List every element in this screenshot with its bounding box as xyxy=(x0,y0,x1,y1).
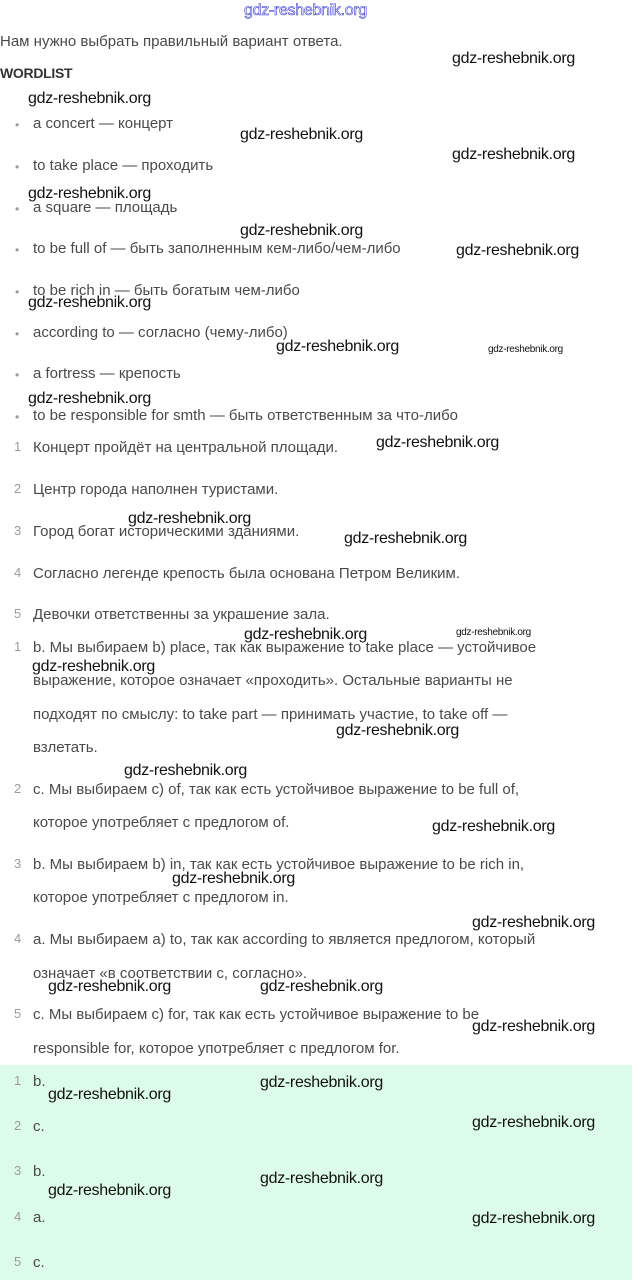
wordlist-item: to be rich in — быть богатым чем-либо xyxy=(33,282,300,299)
item-number: 3 xyxy=(14,1163,22,1178)
explanation-line: responsible for, которое употребляет с предлогом for. xyxy=(33,1040,400,1057)
watermark: gdz-reshebnik.org xyxy=(128,510,251,527)
intro-text: Нам нужно выбрать правильный вариант ответа. xyxy=(0,33,343,50)
wordlist-item: a concert — концерт xyxy=(33,115,174,132)
sentence: Девочки ответственны за украшение зала. xyxy=(33,606,330,623)
watermark: gdz-reshebnik.org xyxy=(452,146,575,163)
item-number: 3 xyxy=(14,856,22,871)
watermark: gdz-reshebnik.org xyxy=(456,627,531,638)
item-number: 5 xyxy=(14,1254,22,1269)
item-number: 2 xyxy=(14,481,22,496)
item-number: 2 xyxy=(14,781,22,796)
watermark: gdz-reshebnik.org xyxy=(260,978,383,995)
watermark: gdz-reshebnik.org xyxy=(244,626,367,643)
item-number: 4 xyxy=(14,565,22,580)
watermark: gdz-reshebnik.org xyxy=(452,50,575,67)
watermark: gdz-reshebnik.org xyxy=(240,126,363,143)
wordlist-item: to take place — проходить xyxy=(33,157,214,174)
bullet-icon: • xyxy=(15,285,20,299)
watermark: gdz-reshebnik.org xyxy=(376,434,499,451)
item-number: 1 xyxy=(14,439,22,454)
item-number: 5 xyxy=(14,606,22,621)
watermark: gdz-reshebnik.org xyxy=(472,1114,595,1131)
bullet-icon: • xyxy=(15,202,20,216)
header-watermark: gdz-reshebnik.org xyxy=(244,2,367,19)
wordlist-item: according to — согласно (чему-либо) xyxy=(33,324,288,341)
item-number: 4 xyxy=(14,1209,22,1224)
watermark: gdz-reshebnik.org xyxy=(48,978,171,995)
answer: c. xyxy=(33,1118,45,1135)
bullet-icon: • xyxy=(15,160,20,174)
watermark: gdz-reshebnik.org xyxy=(472,1210,595,1227)
watermark: gdz-reshebnik.org xyxy=(172,870,295,887)
item-number: 5 xyxy=(14,1006,22,1021)
explanation-line: b. Мы выбираем b) place, так как выражение to take place — устойчивое xyxy=(33,639,537,656)
sentence: Город богат историческими зданиями. xyxy=(33,523,300,540)
watermark: gdz-reshebnik.org xyxy=(472,914,595,931)
watermark: gdz-reshebnik.org xyxy=(344,530,467,547)
watermark: gdz-reshebnik.org xyxy=(456,242,579,259)
watermark: gdz-reshebnik.org xyxy=(28,185,151,202)
watermark: gdz-reshebnik.org xyxy=(488,344,563,355)
wordlist-title: WORDLIST xyxy=(0,65,73,81)
explanation-line: означает «в соответствии с, согласно». xyxy=(33,965,308,982)
watermark: gdz-reshebnik.org xyxy=(276,338,399,355)
watermark: gdz-reshebnik.org xyxy=(124,762,247,779)
watermark: gdz-reshebnik.org xyxy=(240,222,363,239)
explanation-line: взлетать. xyxy=(33,739,98,756)
explanation-line: b. Мы выбираем b) in, так как есть устойчивое выражение to be rich in, xyxy=(33,856,525,873)
watermark: gdz-reshebnik.org xyxy=(432,818,555,835)
bullet-icon: • xyxy=(15,118,20,132)
wordlist-item: to be responsible for smth — быть ответственным за что-либо xyxy=(33,407,459,424)
explanation-line: которое употребляет с предлогом in. xyxy=(33,889,289,906)
item-number: 4 xyxy=(14,931,22,946)
bullet-icon: • xyxy=(15,243,20,257)
bullet-icon: • xyxy=(15,327,20,341)
explanation-line: c. Мы выбираем c) for, так как есть устойчивое выражение to be xyxy=(33,1006,480,1023)
explanation-line: которое употребляет с предлогом of. xyxy=(33,814,290,831)
watermark: gdz-reshebnik.org xyxy=(260,1074,383,1091)
watermark: gdz-reshebnik.org xyxy=(28,390,151,407)
answer: b. xyxy=(33,1163,46,1180)
watermark: gdz-reshebnik.org xyxy=(260,1170,383,1187)
bullet-icon: • xyxy=(15,410,20,424)
sentence: Согласно легенде крепость была основана Петром Великим. xyxy=(33,565,460,582)
wordlist-item: a square — площадь xyxy=(33,199,178,216)
item-number: 3 xyxy=(14,523,22,538)
answer: c. xyxy=(33,1254,45,1271)
watermark: gdz-reshebnik.org xyxy=(336,722,459,739)
watermark: gdz-reshebnik.org xyxy=(472,1018,595,1035)
explanation-line: выражение, которое означает «проходить». Остальные варианты не xyxy=(33,672,513,689)
watermark: gdz-reshebnik.org xyxy=(28,294,151,311)
item-number: 1 xyxy=(14,1073,22,1088)
sentence: Концерт пройдёт на центральной площади. xyxy=(33,439,339,456)
answer: a. xyxy=(33,1209,46,1226)
wordlist-item: to be full of — быть заполненным кем-либо/чем-либо xyxy=(33,240,401,257)
explanation-line: c. Мы выбираем c) of, так как есть устойчивое выражение to be full of, xyxy=(33,781,520,798)
explanation-line: a. Мы выбираем a) to, так как according to является предлогом, который xyxy=(33,931,536,948)
watermark: gdz-reshebnik.org xyxy=(32,658,155,675)
item-number: 1 xyxy=(14,639,22,654)
explanation-line: подходят по смыслу: to take part — принимать участие, to take off — xyxy=(33,706,508,723)
bullet-icon: • xyxy=(15,368,20,382)
answer: b. xyxy=(33,1073,46,1090)
watermark: gdz-reshebnik.org xyxy=(28,90,151,107)
item-number: 2 xyxy=(14,1118,22,1133)
sentence: Центр города наполнен туристами. xyxy=(33,481,279,498)
watermark: gdz-reshebnik.org xyxy=(48,1086,171,1103)
watermark: gdz-reshebnik.org xyxy=(48,1182,171,1199)
wordlist-item: a fortress — крепость xyxy=(33,365,181,382)
